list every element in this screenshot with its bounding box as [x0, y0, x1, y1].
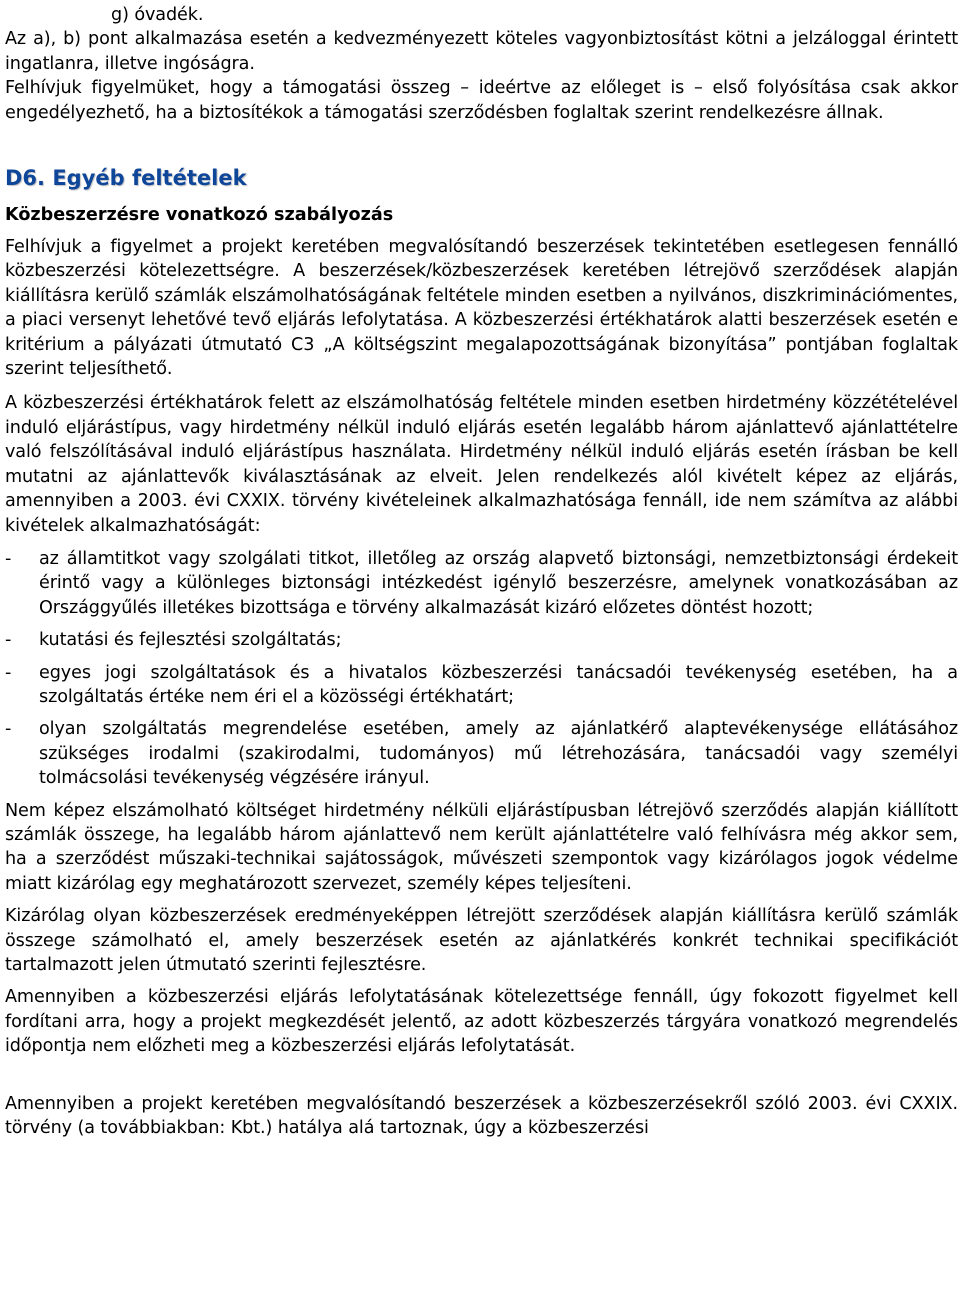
- list-item-text: olyan szolgáltatás megrendelése esetében, amely az ajánlatkérő alaptevékenysége ellátásához szükséges irodalmi (szakirodalmi, tudományos) mű létrehozására, tanácsadói vagy személyi tolmácsolási tevékenység végzésére irányul.: [39, 719, 958, 789]
- paragraph-insurance: Az a), b) pont alkalmazása esetén a kedvezményezett köteles vagyonbiztosítást kötni a jelzáloggal érintett ingatlanra, illetve ingóságra.: [5, 29, 958, 74]
- paragraph-kbt: Amennyiben a projekt keretében megvalósítandó beszerzések a közbeszerzésekről szóló 2003. évi CXXIX. törvény (a továbbiakban: Kbt.) hatálya alá tartoznak, úgy a közbeszerzési: [5, 1093, 958, 1139]
- list-item-text: az államtitkot vagy szolgálati titkot, illetőleg az ország alapvető biztonsági, nemzetbiztonsági érdekeit érintő vagy a különleges biztonsági intézkedést igénylő beszerzésre, amelynek vonatkozásában az Országgyűlés illetékes bizottsága e törvény alkalmazását kizáró előzetes döntést hozott;: [39, 548, 958, 618]
- paragraph-not-eligible: Nem képez elszámolható költséget hirdetmény nélküli eljárástípusban létrejövő szerződés alapján kiállított számlák összege, ha legalább három ajánlattevő nem került ajánlattételre való felhívásra még akkor sem, ha a szerződést műszaki-technikai sajátosságok, művészeti szempontok vagy kizárólagos jogok védelme miatt kizárólag egy meghatározott szervezet, személy képes teljesíteni.: [5, 800, 958, 894]
- section-subheading: Közbeszerzésre vonatkozó szabályozás: [5, 205, 394, 226]
- document-page: [5, 0, 958, 1140]
- list-item: [5, 717, 958, 790]
- dash-bullet: -: [5, 630, 12, 651]
- exception-list: [5, 547, 958, 791]
- section-heading: D6. Egyéb feltételek: [5, 166, 247, 191]
- paragraph-exclusive: Kizárólag olyan közbeszerzések eredményeképpen létrejött szerződések alapján kiállításra kerülő számlák összege számolható el, amely beszerzések esetén az ajánlatkérés konkrét technikai specifikációt tartalmazott jelen útmutató szerinti fejlesztésre.: [5, 906, 958, 975]
- list-item-text: kutatási és fejlesztési szolgáltatás;: [39, 630, 342, 651]
- list-item-g: g) óvadék.: [111, 5, 204, 25]
- paragraph-procurement-obligation: Felhívjuk a figyelmet a projekt keretében megvalósítandó beszerzések tekintetében esetlegesen fennálló közbeszerzési kötelezettségre. A beszerzések/közbeszerzések keretében létrejövő szerződések alapján kiállításra kerülő számlák elszámolhatóságának feltétele minden esetben a nyilvános, diszkriminációmentes, a piaci versenyt lehetővé tevő eljárás lefolytatása. A közbeszerzési értékhatárok alatti beszerzések esetén e kritérium a pályázati útmutató C3 „A költségszint megalapozottságának bizonyítása” pontjában foglaltak szerint teljesíthető.: [5, 237, 958, 380]
- paragraph-threshold: A közbeszerzési értékhatárok felett az elszámolhatóság feltétele minden esetben hirdetmény közzétételével induló eljárástípus, vagy hirdetmény nélkül induló eljárás esetén legalább három ajánlattevő ajánlattételre való felszólításával induló eljárástípus használata. Hirdetmény nélkül induló eljárás esetén írásban be kell mutatni az ajánlattevők kiválasztásának az elveit. Jelen rendelkezés alól kivételt képez az eljárás, amennyiben a 2003. évi CXXIX. törvény kivételeinek alkalmazhatósága fennáll, ide nem számítva az alábbi kivételek alkalmazhatóságát:: [5, 393, 958, 536]
- dash-bullet: -: [5, 662, 12, 683]
- paragraph-disbursement: Felhívjuk figyelmüket, hogy a támogatási összeg – ideértve az előleget is – első folyósítása csak akkor engedélyezhető, ha a biztosítékok a támogatási szerződésben foglaltak szerint rendelkezésre állnak.: [5, 78, 958, 123]
- list-item: [5, 547, 958, 620]
- list-item-text: egyes jogi szolgáltatások és a hivatalos közbeszerzési tanácsadói tevékenység esetében, ha a szolgáltatás értéke nem éri el a közösségi értékhatárt;: [39, 662, 958, 707]
- dash-bullet: -: [5, 548, 12, 569]
- list-item: [5, 661, 958, 710]
- dash-bullet: -: [5, 719, 12, 740]
- paragraph-timing: Amennyiben a közbeszerzési eljárás lefolytatásának kötelezettsége fennáll, úgy fokozott figyelmet kell fordítani arra, hogy a projekt megkezdését jelentő, az adott közbeszerzés tárgyára vonatkozó megrendelés időpontja nem előzheti meg a közbeszerzési eljárás lefolytatását.: [5, 987, 958, 1057]
- list-item: [5, 628, 958, 652]
